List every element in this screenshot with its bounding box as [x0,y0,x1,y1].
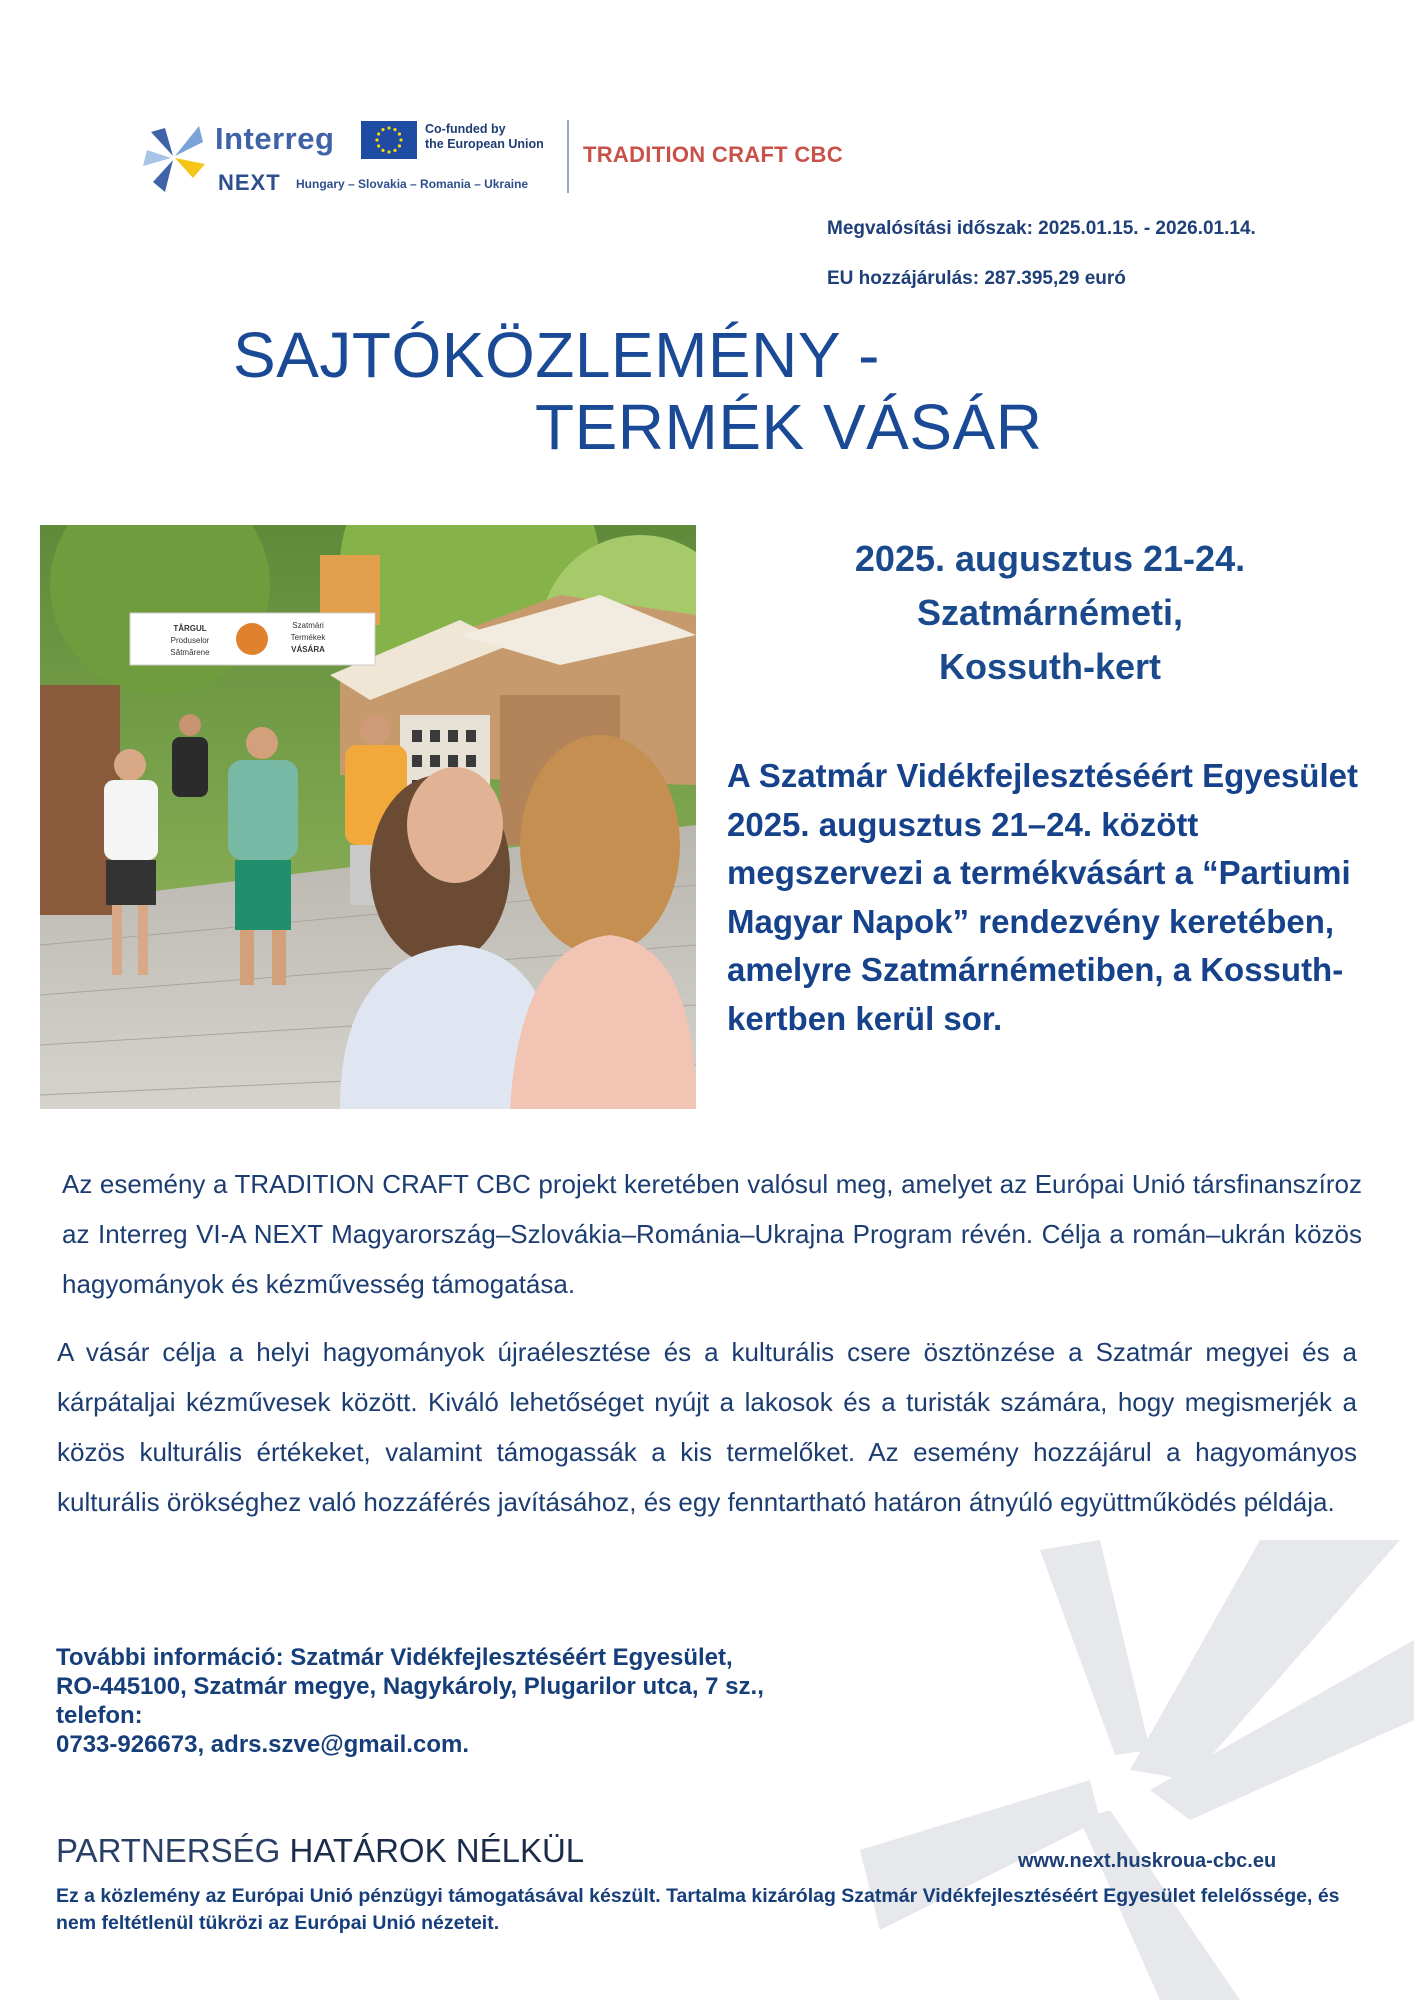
svg-text:VÁSÁRA: VÁSÁRA [291,645,325,654]
event-city: Szatmárnémeti, [916,592,1184,633]
program-website-link[interactable]: www.next.huskroua-cbc.eu [1018,1850,1277,1872]
project-name: TRADITION CRAFT CBC [583,142,843,167]
event-venue: Kossuth-kert [938,646,1162,687]
contact-line-2: RO-445100, Szatmár megye, Nagykároly, Plugarilor utca, 7 sz., [56,1673,764,1700]
footer-slogan [56,1832,584,1870]
svg-text:Szatmári: Szatmári [292,621,324,630]
slogan-part-1: PARTNERSÉG [56,1832,281,1869]
slogan-part-2: HATÁROK NÉLKÜL [289,1832,585,1869]
cofunded-line-1: Co-funded by [425,122,506,136]
next-logo-text: NEXT [218,170,281,195]
header-divider [567,120,569,193]
contact-line-4: 0733-926673, adrs.szve@gmail.com. [56,1731,469,1758]
eu-flag-icon [361,121,417,159]
cofunded-line-2: the European Union [425,137,544,151]
interreg-pinwheel-logo [143,120,205,194]
svg-text:TÂRGUL: TÂRGUL [173,624,207,633]
implementation-period: Megvalósítási időszak: 2025.01.15. - 2026.01.14. [827,218,1256,239]
interreg-logo-text: Interreg [215,121,335,156]
page-title-line-1: SAJTÓKÖZLEMÉNY - [233,319,880,391]
contact-info [56,1643,956,1759]
contact-line-3: telefon: [56,1702,143,1729]
body-paragraph-1: Az esemény a TRADITION CRAFT CBC projekt keretében valósul meg, amelyet az Európai Unió társfinanszíroz az Interreg VI-A NEXT Magyarország–Szlovákia–Románia–Ukrajna Program révén. Célja a román–ukrán közös hagyományok és kézművesség támogatása. [62,1169,1362,1299]
program-countries: Hungary – Slovakia – Romania – Ukraine [296,177,529,191]
contact-line-1: További információ: Szatmár Vidékfejlesztéséért Egyesület, [56,1644,733,1671]
event-info [770,532,1330,694]
lead-paragraph: A Szatmár Vidékfejlesztéséért Egyesület 2025. augusztus 21–24. között megszervezi a termékvásárt a “Partiumi Magyar Napok” rendezvény keretében, amelyre Szatmárnémetiben, a Kossuth-kertben kerül sor. [727,757,1358,1037]
svg-text:Termékek: Termékek [290,633,326,642]
body-paragraph-2: A vásár célja a helyi hagyományok újraélesztése és a kulturális csere ösztönzése a Szatmár megyei és a kárpátaljai kézművesek között. Kiváló lehetőséget nyújt a lakosok és a turisták számára, hogy megismerjék a közös kulturális értékeket, valamint támogassák a kis termelőket. Az esemény hozzájárul a hagyományos kulturális örökséghez való hozzáférés javításához, és egy fenntartható határon átnyúló együttműködés példája. [57,1337,1357,1517]
eu-disclaimer: Ez a közlemény az Európai Unió pénzügyi támogatásával készült. Tartalma kizárólag Szatmár Vidékfejlesztéséért Egyesület felelőssége, és nem feltétlenül tükrözi az Európai Unió nézeteit. [56,1885,1340,1934]
svg-text:Produselor: Produselor [170,636,210,645]
event-date: 2025. augusztus 21-24. [854,538,1246,579]
svg-text:Sătmărene: Sătmărene [170,648,210,657]
page-title-line-2: TERMÉK VÁSÁR [535,391,1043,463]
eu-contribution: EU hozzájárulás: 287.395,29 euró [827,268,1126,289]
market-photo [40,525,696,1109]
eu-cofunded-label [425,122,544,152]
